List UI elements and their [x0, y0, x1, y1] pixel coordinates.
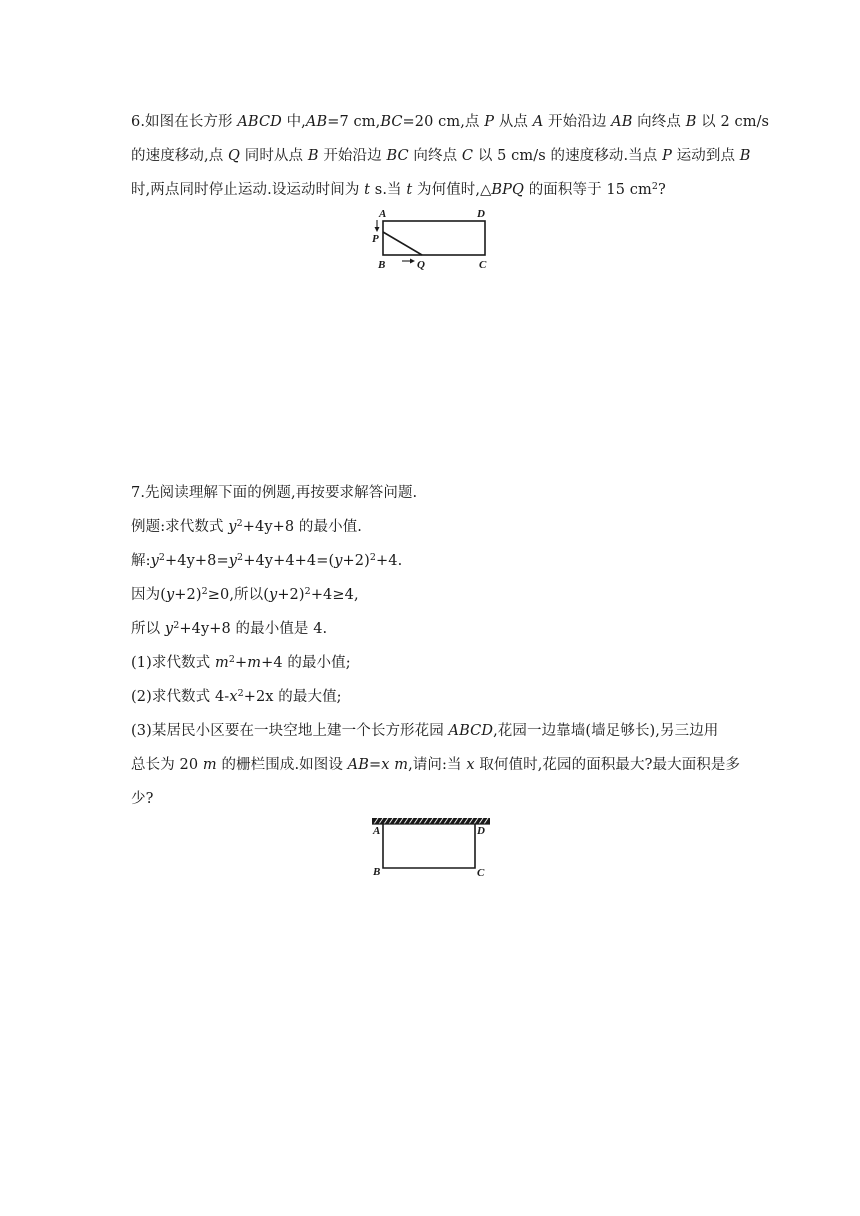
problem7-figure: [364, 812, 500, 880]
label-b: B: [378, 259, 386, 271]
label-c: C: [477, 867, 485, 879]
problem7-line-10: 少?: [131, 791, 154, 807]
problem7-line-8: (3)某居民小区要在一块空地上建一个长方形花园 ABCD,花园一边靠墙(墙足够长),另三边用: [131, 723, 719, 739]
segment-pq: [383, 232, 422, 255]
label-a: A: [379, 208, 387, 220]
fence-abcd: [383, 824, 475, 868]
problem7-line-3: 解$:y^2+4y+8=y^2+4y+4+4=(y+2)^2+4$.: [131, 552, 403, 569]
label-a: A: [373, 825, 381, 837]
problem7-line-7: (2)求代数式 $4-x^2+2x$ 的最大值;: [131, 688, 342, 705]
label-p: P: [372, 233, 379, 245]
problem6-line-3: 时,两点同时停止运动.设运动时间为 t s.当 t 为何值时,△BPQ 的面积等于 15 $cm^2$?: [131, 181, 666, 198]
problem6-line-2: 的速度移动,点 Q 同时从点 B 开始沿边 BC 向终点 C 以 5 cm/s 的速度移动.当点 P 运动到点 B: [131, 148, 751, 164]
problem7-line-1: 7.先阅读理解下面的例题,再按要求解答问题.: [131, 485, 418, 501]
rectangle-abcd: [383, 221, 485, 255]
label-b: B: [373, 866, 381, 878]
problem7-line-4: 因为$(y+2)^2\ge 0$,所以$(y+2)^2+4\ge 4$,: [131, 586, 359, 603]
label-q: Q: [417, 259, 425, 271]
label-d: D: [477, 825, 485, 837]
label-c: C: [479, 259, 487, 271]
problem7-line-5: 所以 $y^2+4y+8$ 的最小值是 4.: [131, 620, 328, 637]
problem6-figure: [366, 204, 506, 274]
problem7-line-9: 总长为 20 m 的栅栏围成.如图设 AB=x m,请问:当 x 取何值时,花园的面积最大?最大面积是多: [131, 757, 741, 773]
problem7-line-2: 例题:求代数式 $y^2+4y+8$ 的最小值.: [131, 518, 363, 535]
problem7-line-6: (1)求代数式 $m^2+m+4$ 的最小值;: [131, 654, 351, 671]
arrow-right-icon: [410, 259, 415, 264]
arrow-down-icon: [375, 227, 380, 232]
problem6-line-1: 6.如图在长方形 ABCD 中,AB=7 cm,BC=20 cm,点 P 从点 A 开始沿边 AB 向终点 B 以 2 cm/s: [131, 114, 770, 130]
label-d: D: [477, 208, 485, 220]
